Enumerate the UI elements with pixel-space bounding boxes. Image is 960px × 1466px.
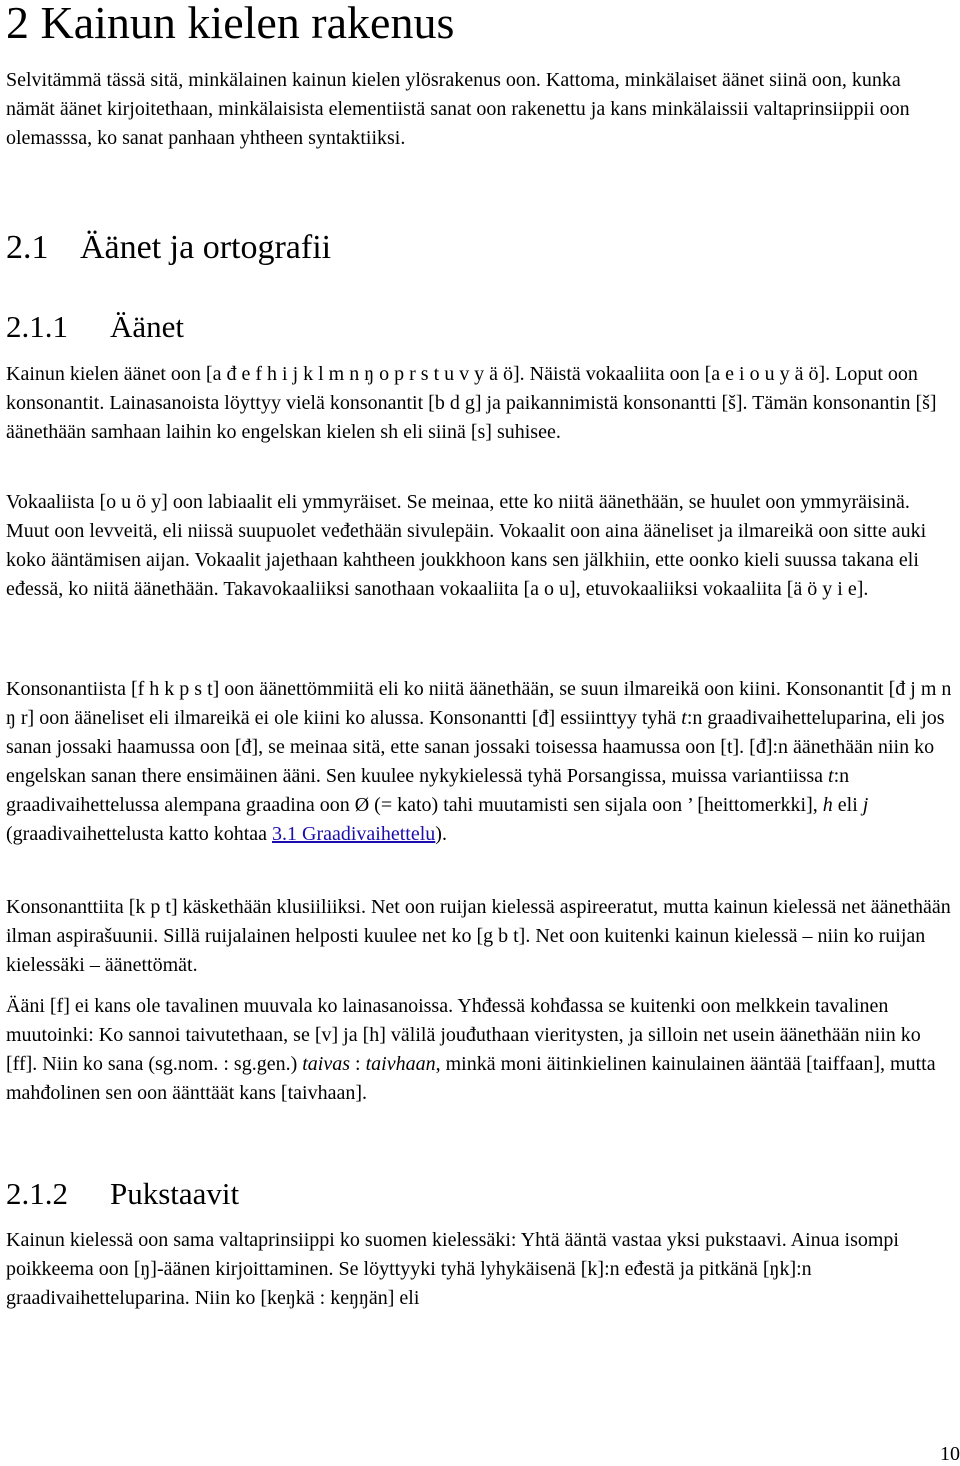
section-number: 2.1.2 bbox=[6, 1176, 68, 1211]
paragraph-klusiilit: Konsonanttiita [k p t] käskethään klusiiliiksi. Net oon ruijan kielessä aspireeratut, mutta kainun kielessä net äänethään ilman aspirašuunii. Sillä ruijalainen helposti kuulee net ko [g b t]. Net oon kuitenki kainun kielessä – niin ko ruijan kielessäki – äänettömät. bbox=[6, 896, 951, 976]
text-run: eli bbox=[832, 794, 863, 816]
section-number: 2.1 bbox=[6, 229, 49, 266]
italic-letter: j bbox=[862, 794, 869, 816]
paragraph-sounds: Kainun kielen äänet oon [a đ e f h i j k l m n ŋ o p r s t u v y ä ö]. Näistä vokaaliita oon [a e i o u y ä ö]. Loput oon konsonantit. Lainasanoista löyttyy vielä konsonantit [b d g] ja paikannimistä konsonantti [š]. Tämän konsonantin [š] äänethään samhaan laihin ko engelskan kielen sh eli siinä [s] suhisee. bbox=[6, 363, 937, 443]
italic-word: taivhaan bbox=[365, 1053, 436, 1075]
section-heading-2-1-2 bbox=[6, 1174, 239, 1214]
paragraph-f-sound bbox=[6, 992, 954, 1108]
text-run: Ääni [f] ei kans ole tavalinen muuvala ko lainasanoissa. Yhđessä kohđassa se kuitenki oon melkkein tavalinen muutoinki: Ko sannoi taivutethaan, se [v] ja [h] välilä jouđuthaan vieritysten, ja silloin net usein äänethään niin ko [ff]. Niin ko sana (sg.nom. : sg.gen.) bbox=[6, 995, 921, 1075]
section-title: Äänet ja ortografii bbox=[80, 229, 332, 266]
paragraph-vowels: Vokaaliista [o u ö y] oon labiaalit eli ymmyräiset. Se meinaa, ette ko niitä äänethään, se huulet oon ymmyräisinä. Muut oon levveitä, eli niissä suupuolet veđethään sivulepäin. Vokaalit oon aina ääneliset ja ilmareikä oon sitte auki koko ääntämisen aijan. Vokaalit jajethaan kahtheen joukkhoon kans sen jälkhiin, ette oonko kieli suussa takana eli eđessä, ko niitä äänethään. Takavokaaliiksi sanothaan vokaaliita [a o u], etuvokaaliiksi vokaaliita [ä ö y i e]. bbox=[6, 491, 927, 600]
cross-reference-link[interactable]: 3.1 Graadivaihettelu bbox=[272, 823, 436, 845]
italic-letter: t bbox=[828, 765, 834, 787]
italic-letter: t bbox=[681, 707, 687, 729]
paragraph-letters: Kainun kielessä oon sama valtaprinsiippi ko suomen kielessäki: Yhtä ääntä vastaa yksi pukstaavi. Ainua isompi poikkeema oon [ŋ]-äänen kirjoittaminen. Se löyttyyki tyhä lyhykäisenä [k]:n eđestä ja pitkänä [ŋk]:n graadivaihetteluparina. Niin ko [keŋkä : keŋŋän] eli bbox=[6, 1229, 899, 1309]
text-run: (graadivaihettelusta katto kohtaa bbox=[6, 823, 273, 845]
text-run: : bbox=[350, 1053, 366, 1075]
italic-word: taivas bbox=[302, 1053, 351, 1075]
section-number: 2.1.1 bbox=[6, 309, 68, 344]
section-title: Äänet bbox=[110, 309, 185, 344]
section-heading-2-1 bbox=[6, 228, 331, 268]
text-run: ). bbox=[435, 823, 447, 845]
paragraph-consonants bbox=[6, 675, 954, 849]
italic-letter: h bbox=[822, 794, 833, 816]
text-run: :n graadivaihetteluparina, eli jos sanan jossaki haamussa oon [đ], se meinaa sitä, ette sanan jossaki toisessa haamussa oon [t]. [đ]:n äänethään niin ko engelskan sanan there ensimäinen ääni. Sen kuulee nykykielessä tyhä Porsangissa, muissa variantiissa bbox=[6, 707, 945, 787]
page-number: 10 bbox=[940, 1443, 960, 1465]
text-run: :n graadivaihettelussa alempana graadina oon Ø (= kato) tahi muutamisti sen sijala oon ’ [heittomerkki], bbox=[6, 765, 850, 816]
text-run: Konsonantiista [f h k p s t] oon äänettömmiitä eli ko niitä äänethään, se suun ilmareikä oon kiini. Konsonantit [đ j m n ŋ r] oon ääneliset eli ilmareikä ei ole kiini ko alussa. Konsonantti [đ] essiinttyy tyhä bbox=[6, 678, 952, 729]
intro-paragraph: Selvitämmä tässä sitä, minkälainen kainun kielen ylösrakenus oon. Kattoma, minkälaiset äänet siinä oon, kunka nämät äänet kirjoitethaan, minkälaisista elementiistä sanat oon rakenettu ja kans minkälaissii valtaprinsiippii oon olemasssa, ko sanat panhaan yhtheen syntaktiiksi. bbox=[6, 69, 910, 149]
section-title: Pukstaavit bbox=[110, 1176, 240, 1211]
section-heading-2-1-1 bbox=[6, 307, 184, 347]
chapter-title: 2 Kainun kielen rakenus bbox=[6, 0, 455, 48]
text-run: , minkä moni äitinkielinen kainulainen ääntää [taiffaan], mutta mahđolinen sen oon äänttäät kans [taivhaan]. bbox=[6, 1053, 936, 1104]
